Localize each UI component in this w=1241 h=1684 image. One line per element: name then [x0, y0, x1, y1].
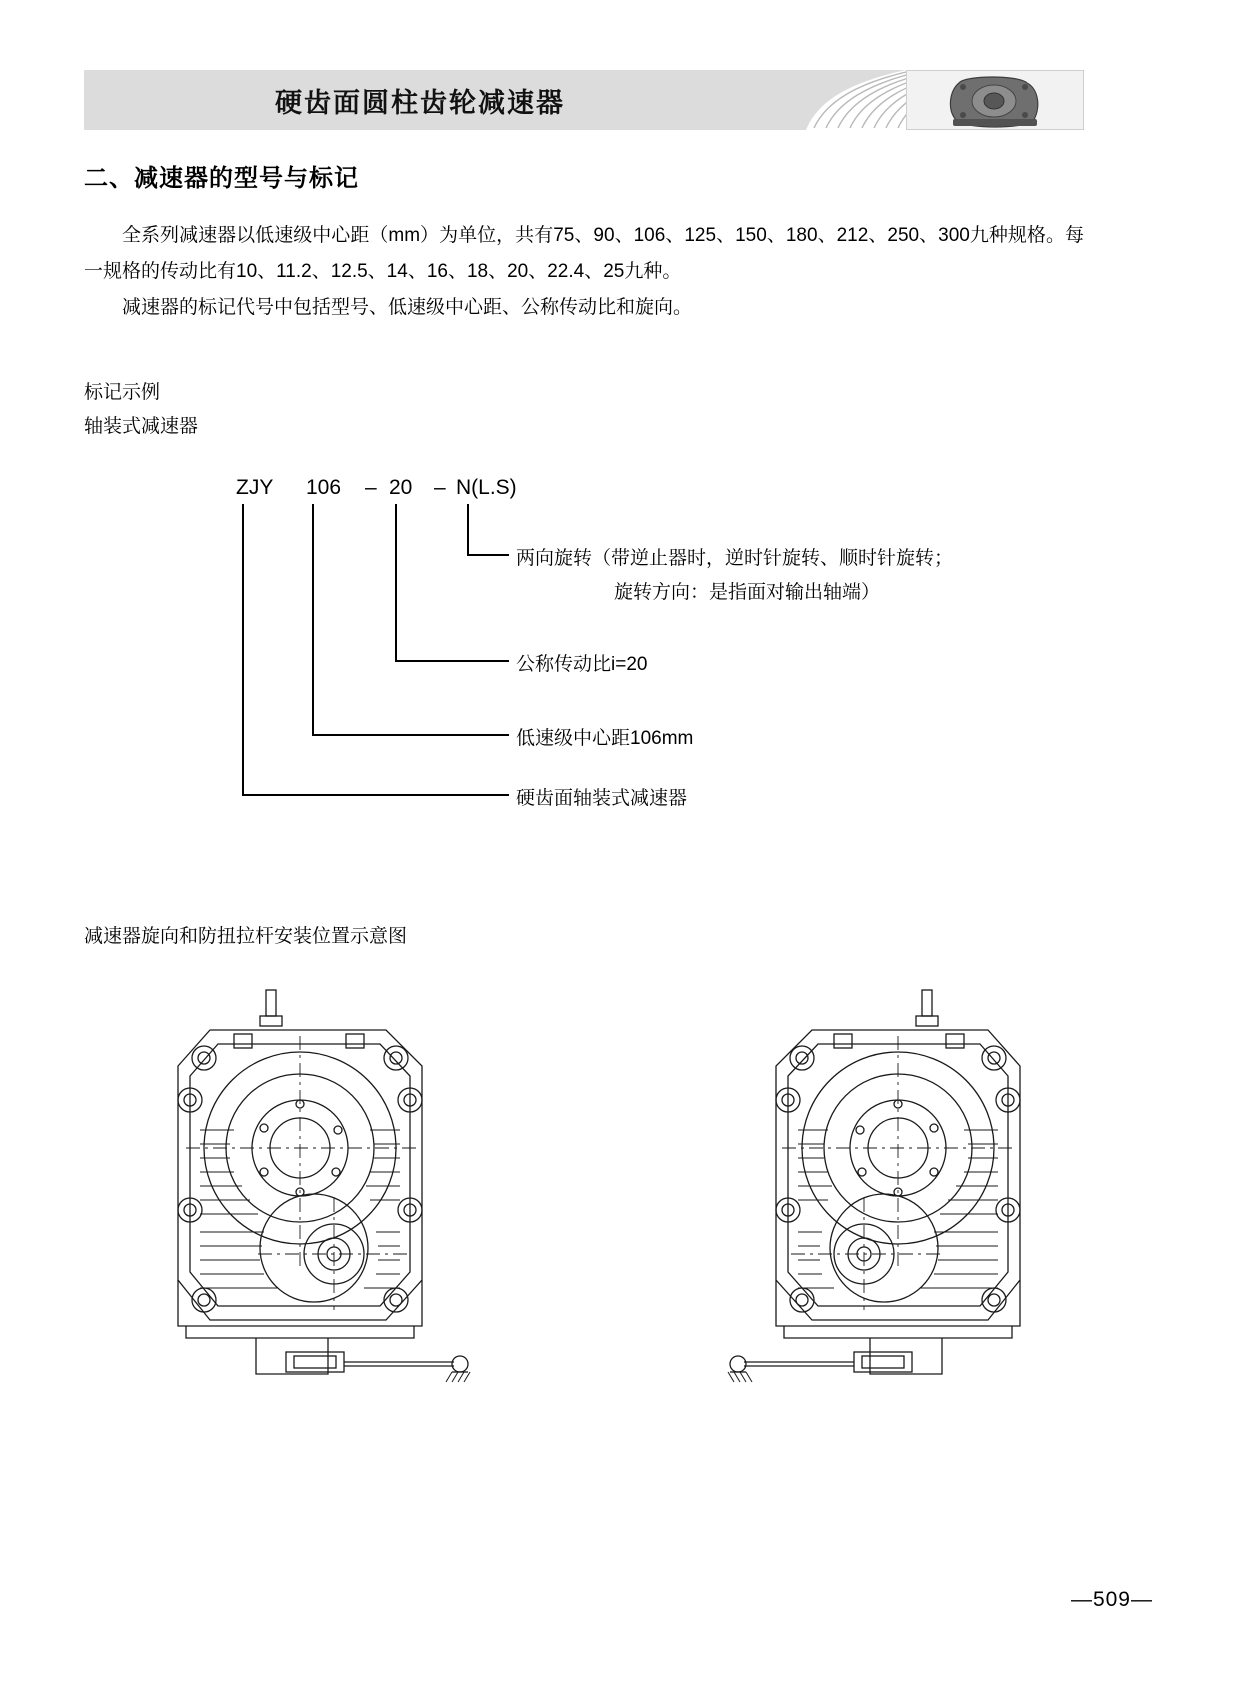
- code-token-dash-2: –: [434, 476, 446, 499]
- code-token-dash-1: –: [365, 476, 377, 499]
- diagram-drawings: [84, 980, 1084, 1450]
- code-token-ratio: 20: [389, 476, 413, 499]
- header-title-box: [84, 70, 756, 130]
- leader-line-ratio-horizontal: [395, 660, 509, 662]
- page-number: —509—: [1070, 1588, 1153, 1611]
- marking-example-label: 标记示例: [84, 382, 161, 403]
- drawing-left-gearbox: [138, 980, 518, 1435]
- callout-model: 硬齿面轴装式减速器: [516, 788, 688, 809]
- marking-type-label: 轴装式减速器: [84, 416, 199, 437]
- leader-line-center-distance-horizontal: [312, 734, 509, 736]
- callout-center-distance: 低速级中心距106mm: [516, 728, 694, 749]
- diagram-title: 减速器旋向和防扭拉杆安装位置示意图: [84, 926, 408, 947]
- leader-line-center-distance-vertical: [312, 504, 314, 734]
- paragraph-specs: 全系列减速器以低速级中心距（mm）为单位，共有75、90、106、125、150、180、212、250、300九种规格。每一规格的传动比有10、11.2、12.5、14、16、18、20、22.4、25九种。: [84, 225, 1084, 282]
- page-title: 硬齿面圆柱齿轮减速器: [275, 87, 565, 118]
- gearbox-photo: [906, 70, 1084, 130]
- code-token-rotation: N(L.S): [456, 476, 517, 499]
- marking-code-diagram: [84, 470, 1084, 850]
- leader-line-rotation-vertical: [467, 504, 469, 554]
- leader-line-rotation-horizontal: [467, 554, 509, 556]
- drawing-right-gearbox: [680, 980, 1060, 1435]
- leader-line-model-horizontal: [242, 794, 509, 796]
- callout-rotation-line1: 两向旋转（带逆止器时，逆时针旋转、顺时针旋转；: [516, 548, 954, 569]
- page-header: [84, 70, 1084, 130]
- code-token-center-distance: 106: [306, 476, 342, 499]
- leader-line-model-vertical: [242, 504, 244, 794]
- callout-ratio: 公称传动比i=20: [516, 654, 648, 675]
- callout-rotation-line2: 旋转方向：是指面对输出轴端）: [614, 582, 881, 603]
- code-token-model: ZJY: [236, 476, 274, 499]
- paragraph-marking-intro: 减速器的标记代号中包括型号、低速级中心距、公称传动比和旋向。: [122, 297, 693, 318]
- section-heading: 二、减速器的型号与标记: [84, 165, 359, 192]
- leader-line-ratio-vertical: [395, 504, 397, 660]
